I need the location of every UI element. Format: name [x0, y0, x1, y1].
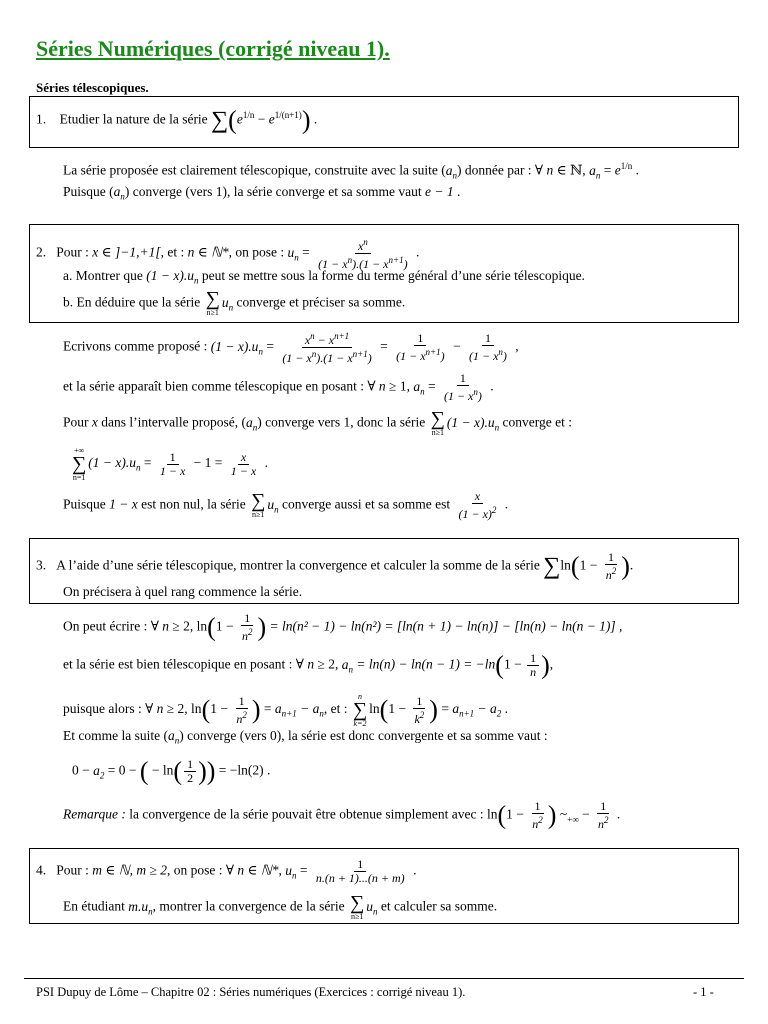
statement-text: En étudiant [63, 898, 125, 914]
answer-text: Pour [63, 414, 89, 430]
question-text: peut se mettre sous la forme du terme général d’une série télescopique. [201, 268, 585, 283]
exercise-2-answer-line5: Puisque 1 − x est non nul, la série ∑ n≥1 $u_n$ converge aussi et sa somme est $\frac{x}{(1 - x)^2}$ . [63, 489, 509, 521]
answer-formula: = −ln(2) . [218, 762, 271, 778]
statement-text: A l’aide d’une série télescopique, montrer la convergence et calculer la somme de la série [56, 557, 540, 573]
statement-text: , et : [160, 244, 185, 260]
footer-text: PSI Dupuy de Lôme – Chapitre 02 : Séries numériques (Exercices : corrigé niveau 1). [36, 985, 466, 999]
exercise-4-statement: 4. Pour : m ∈ ℕ, m ≥ 2, on pose : ∀ n ∈ ℕ*, $u_n$ = $\frac{1}{n.(n + 1)...(n + m)}$ . [36, 857, 417, 885]
answer-text: Puisque [63, 496, 106, 512]
statement-text: , montrer la convergence de la série [152, 898, 345, 914]
domain: m ∈ ℕ, m ≥ 2 [92, 862, 167, 878]
section-title: Séries télescopiques. [36, 80, 149, 95]
question-text: a. Montrer que [63, 268, 143, 283]
exercise-2-statement: 2. Pour : x ∈ ]−1,+1[, et : n ∈ ℕ*, on pose : $u_n$ = $\frac{x^n}{(1 - x^n).(1 - x^{n+1})}$ . [36, 237, 420, 271]
exercise-3-answer-line2: et la série est bien télescopique en posant : ∀ n ≥ 2, $a_n = \ln(n) - \ln(n - 1) = -\ln(1$ − $\frac{1}{n}$ ), [63, 650, 554, 680]
answer-text: converge et : [502, 414, 572, 430]
answer-text: La série proposée est clairement télescopique, construite avec la suite ( [63, 162, 446, 178]
answer-formula: = ln(n² − 1) − ln(n²) = [ln(n + 1) − ln(n)] − [ln(n) − ln(n − 1)] , [269, 618, 623, 634]
fraction: $\frac{1}{(1 - x^{n+1})}$ [396, 331, 445, 363]
answer-text: ) converge (vers 1), la série converge et sa somme vaut [124, 184, 422, 199]
exercise-2-answer-line2: et la série apparaît bien comme télescopique en posant : ∀ n ≥ 1, $a_n$ = $\frac{1}{(1 - x^n)}$ . [63, 371, 494, 403]
statement-text: , on pose : [228, 244, 285, 260]
sum-symbol: n ∑ k=2 [352, 692, 368, 728]
exercise-1-answer-line2: Puisque $(a_n)$ converge (vers 1), la série converge et sa somme vaut e − 1 . [63, 184, 461, 202]
answer-text: converge aussi et sa somme est [282, 496, 451, 512]
fraction: $\frac{x^n}{(1 - x^n).(1 - x^{n+1})}$ [318, 237, 408, 271]
answer-text: ) converge (vers 0), la série est donc convergente et sa somme vaut : [179, 728, 548, 743]
answer-formula: = ln(n) − ln(n − 1) = −ln [356, 656, 496, 672]
answer-text: puisque alors : ∀ [63, 701, 154, 717]
page-title: Séries Numériques (corrigé niveau 1). [36, 36, 390, 61]
exercise-number: 1. [36, 111, 47, 127]
answer-text: dans l’intervalle proposé, ( [101, 414, 246, 430]
sum-symbol: ∑ n≥1 [350, 892, 365, 921]
exercise-3-statement: 3. A l’aide d’une série télescopique, montrer la convergence et calculer la somme de la série ∑ln(1 − $\frac{1}{n^2}$ ). [36, 550, 634, 582]
fraction: $\frac{1}{1 - x}$ [159, 449, 186, 478]
exercise-3-answer-line3: puisque alors : ∀ n ≥ 2, ln(1 − $\frac{1}{n^2}$ ) = $a_{n+1} - a_n$, et : n ∑ k=2 ln(1 − $\frac{1}{k^2}$ ) = $a_{n+1} - a_2$ . [63, 692, 509, 728]
answer-text: , et : [323, 701, 348, 717]
fraction: $\frac{x}{(1 - x)^2}$ [458, 489, 497, 521]
answer-text: Puisque ( [63, 184, 114, 199]
statement-text: Pour : [56, 862, 89, 878]
exercise-2-answer-line3: Pour x dans l’intervalle proposé, $(a_n)$ converge vers 1, donc la série ∑ n≥1 $(1 - x).u_n$ converge et : [63, 408, 572, 437]
exercise-2-question-a: a. Montrer que $(1 - x).u_n$ peut se mettre sous la forme du terme général d’une série télescopique. [63, 268, 585, 286]
answer-text: est non nul, la série [141, 496, 246, 512]
exercise-3-statement-2: On précisera à quel rang commence la série. [63, 584, 303, 599]
fraction: $\frac{1}{(1 - x^n)}$ [468, 331, 507, 363]
exercise-number: 2. [36, 244, 47, 260]
statement-text: , on pose : ∀ [166, 862, 235, 878]
statement-text: Etudier la nature de la série [59, 111, 208, 127]
fraction: $\frac{1}{(1 - x^n)}$ [443, 371, 482, 403]
remark-text: la convergence de la série pouvait être obtenue simplement avec : [129, 806, 484, 822]
exercise-3-answer-line1: On peut écrire : ∀ n ≥ 2, ln(1 − $\frac{1}{n^2}$ ) = ln(n² − 1) − ln(n²) = [ln(n + 1) − ln(n)] − [ln(n) − ln(n − 1)] , [63, 611, 623, 643]
answer-text: et la série est bien télescopique en posant : ∀ [63, 656, 304, 672]
answer-text: On peut écrire : ∀ [63, 618, 159, 634]
exercise-number: 4. [36, 862, 47, 878]
sum-symbol: ∑ n≥1 [430, 408, 445, 437]
domain: n ∈ ℕ* [187, 244, 229, 260]
fraction: $\frac{1}{n.(n + 1)...(n + m)}$ [315, 857, 405, 885]
exercise-1-answer-line1: La série proposée est clairement télescopique, construite avec la suite $(a_n)$ donnée par : ∀ n ∈ ℕ, $a_n = e^{1/n}$ . [63, 161, 639, 181]
exercise-2-question-b: b. En déduire que la série ∑ n≥1 $u_n$ converge et préciser sa somme. [63, 288, 406, 317]
exercise-2-answer-line1: Ecrivons comme proposé : $(1 - x).u_n$ = $\frac{x^n - x^{n+1}}{(1 - x^n).(1 - x^{n+1})}$ = $\frac{1}{(1 - x^{n+1})}$ − $\frac{1}{(1 - x^n)}$ , [63, 331, 519, 365]
remark-label: Remarque : [63, 806, 126, 822]
exercise-3-remark: Remarque : la convergence de la série pouvait être obtenue simplement avec : ln(1 − $\frac{1}{n^2}$ ) $\sim_{+\infty}$ − $\frac{1}{n^2}$ . [63, 799, 621, 831]
statement-text: et calculer sa somme. [380, 898, 498, 914]
fraction: $\frac{x^n - x^{n+1}}{(1 - x^n).(1 - x^{n+1})}$ [282, 331, 372, 365]
exercise-number: 3. [36, 557, 47, 573]
answer-text: ) donnée par : ∀ [456, 162, 544, 178]
footer-divider [24, 978, 744, 979]
exercise-1-statement: 1. Etudier la nature de la série $\sum(e^{1/n} - e^{1/(n+1)})$ . [36, 105, 318, 135]
question-text: converge et préciser sa somme. [236, 294, 406, 310]
sum-symbol: ∑ n≥1 [251, 490, 266, 519]
sum-value: e − 1 [425, 184, 454, 199]
statement-text: Pour : [56, 244, 89, 260]
answer-text: Et comme la suite ( [63, 728, 168, 743]
exercise-3-answer-line4: Et comme la suite $(a_n)$ converge (vers 0), la série est donc convergente et sa somme vaut : [63, 728, 548, 746]
sum-symbol: ∑ [543, 553, 561, 580]
page-number: - 1 - [693, 985, 714, 999]
fraction: $\frac{x}{1 - x}$ [230, 449, 257, 478]
sum-symbol: ∑ [211, 107, 229, 134]
sum-symbol: +∞ ∑ n=1 [72, 446, 87, 482]
answer-text: Ecrivons comme proposé : [63, 338, 208, 354]
sum-symbol: ∑ n≥1 [205, 288, 220, 317]
answer-text: ) converge vers 1, donc la série [257, 414, 426, 430]
exercise-3-answer-line5: $0 - a_2 = 0$ − ( − ln( $\frac{1}{2}$ )) = −ln(2) . [72, 756, 271, 786]
exercise-4-statement-2: En étudiant $m.u_n$, montrer la convergence de la série ∑ n≥1 $u_n$ et calculer sa somme. [63, 892, 498, 921]
exercise-2-answer-line4: +∞ ∑ n=1 $(1 - x).u_n$ = $\frac{1}{1 - x}$ − 1 = $\frac{x}{1 - x}$ . [72, 446, 268, 482]
interval: x ∈ ]−1,+1[ [92, 244, 161, 260]
question-text: b. En déduire que la série [63, 294, 201, 310]
answer-text: et la série apparaît bien comme télescopique en posant : ∀ [63, 378, 376, 394]
domain: n ∈ ℕ* [237, 862, 279, 878]
